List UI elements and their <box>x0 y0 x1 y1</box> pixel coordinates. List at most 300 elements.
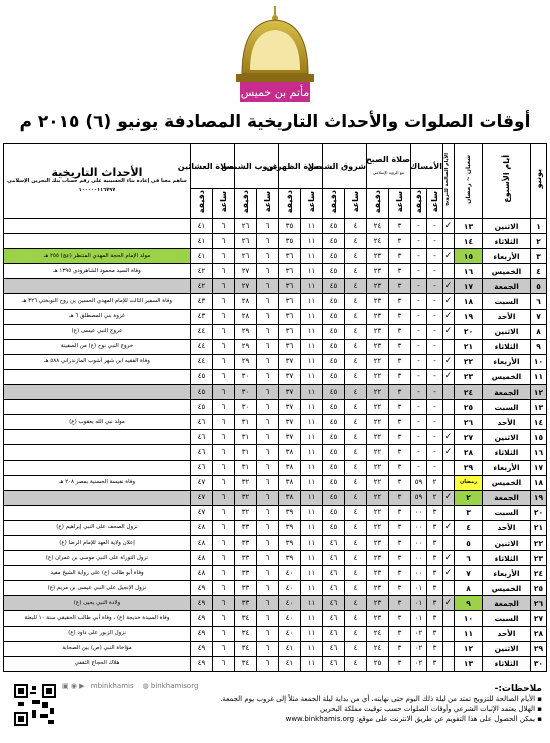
cell-sunset-hour: ٦ <box>256 611 278 626</box>
cell-imsak-hour: - <box>427 385 443 400</box>
cell-isha-minute: ٤٧ <box>190 475 212 490</box>
cell-event: نزول الزبور على داود (ع) <box>4 626 191 641</box>
cell-fajr-hour: ٣ <box>388 490 410 505</box>
cell-imsak-hour: ٣ <box>427 535 443 550</box>
cell-sunrise-hour: ٤ <box>344 445 366 460</box>
cell-imsak-hour: ٣ <box>427 581 443 596</box>
note-line-1: ▪ الأيام الصالحة للتزويج تمتد من ليلة ذلك اليوم حتى نهايته، أي من بداية ليلة الجمعة مثلاً إلى غروب يوم الجمعة. <box>220 695 542 703</box>
cell-isha-minute: ٤٤ <box>190 354 212 369</box>
cell-sunrise-minute: ٤٥ <box>322 279 344 294</box>
cell-dhuhr-hour: ١١ <box>300 234 322 249</box>
cell-sunset-minute: ٢٨ <box>234 294 256 309</box>
cell-imsak-minute: - <box>410 234 426 249</box>
cell-imsak-hour: - <box>427 339 443 354</box>
cell-isha-minute: ٤١ <box>190 234 212 249</box>
cell-sunrise-minute: ٤٦ <box>322 611 344 626</box>
cell-sunset-hour: ٦ <box>256 551 278 566</box>
cell-fajr-minute: ٢٣ <box>366 611 388 626</box>
page-title: أوقات الصلوات والأحداث التاريخية المصادفة يونيو (٦) ٢٠١٥ م <box>19 112 531 132</box>
cell-sunrise-hour: ٤ <box>344 354 366 369</box>
cell-date: ٢٦ <box>531 596 547 611</box>
cell-date: ٢٥ <box>531 581 547 596</box>
cell-isha-hour: ٦ <box>212 264 234 279</box>
cell-isha-minute: ٤٩ <box>190 596 212 611</box>
cell-weekday: الثلاثاء <box>483 445 531 460</box>
cell-valid-check: ✓ <box>443 324 455 339</box>
cell-sunset-hour: ٦ <box>256 505 278 520</box>
cell-dhuhr-hour: ١١ <box>300 641 322 656</box>
table-row <box>4 309 547 324</box>
cell-imsak-minute: - <box>410 279 426 294</box>
prayer-table-wrap <box>3 143 547 672</box>
cell-isha-minute: ٤٣ <box>190 309 212 324</box>
cell-sunset-hour: ٦ <box>256 626 278 641</box>
cell-sunrise-minute: ٤٥ <box>322 385 344 400</box>
cell-date: ٢٩ <box>531 641 547 656</box>
cell-sunrise-hour: ٤ <box>344 400 366 415</box>
cell-event <box>4 234 191 249</box>
cell-hijri: ٢٣ <box>455 369 483 384</box>
table-row <box>4 656 547 671</box>
cell-fajr-hour: ٣ <box>388 445 410 460</box>
cell-dhuhr-minute: ٣٩ <box>278 505 300 520</box>
cell-fajr-minute: ٢٢ <box>366 430 388 445</box>
cell-isha-minute: ٤٨ <box>190 520 212 535</box>
cell-imsak-minute: - <box>410 460 426 475</box>
cell-isha-hour: ٦ <box>212 324 234 339</box>
cell-sunrise-minute: ٤٥ <box>322 430 344 445</box>
cell-sunrise-minute: ٤٦ <box>322 535 344 550</box>
cell-valid-check: ✓ <box>443 551 455 566</box>
table-row <box>4 264 547 279</box>
cell-isha-hour: ٦ <box>212 460 234 475</box>
cell-weekday: الأربعاء <box>483 249 531 264</box>
cell-imsak-hour: ٣ <box>427 641 443 656</box>
cell-weekday: الأحد <box>483 309 531 324</box>
cell-event: وفاة السيدة خديجة (ع) ، وفاة أبي طالب الحقيقي سنة ١٠ للبعثة <box>4 611 191 626</box>
table-row <box>4 520 547 535</box>
cell-sunrise-hour: ٤ <box>344 566 366 581</box>
cell-imsak-hour: - <box>427 249 443 264</box>
cell-fajr-minute: ٢٢ <box>366 460 388 475</box>
cell-imsak-minute: ٠١ <box>410 581 426 596</box>
cell-sunset-minute: ٣٤ <box>234 641 256 656</box>
cell-date: ٨ <box>531 324 547 339</box>
cell-sunrise-minute: ٤٦ <box>322 656 344 671</box>
cell-sunset-minute: ٣٠ <box>234 385 256 400</box>
table-row <box>4 249 547 264</box>
cell-sunrise-hour: ٤ <box>344 505 366 520</box>
cell-valid-check: ✓ <box>443 369 455 384</box>
cell-sunrise-hour: ٤ <box>344 551 366 566</box>
cell-event <box>4 369 191 384</box>
cell-valid-check: ✓ <box>443 445 455 460</box>
cell-hijri: ١٧ <box>455 279 483 294</box>
cell-date: ٢٤ <box>531 566 547 581</box>
cell-date: ١٦ <box>531 445 547 460</box>
logo-text: مأتم بن خميس <box>240 86 310 99</box>
cell-event <box>4 279 191 294</box>
cell-isha-minute: ٤٦ <box>190 415 212 430</box>
cell-valid-check <box>443 475 455 490</box>
cell-event: وفاة السفير الثالث للإمام المهدي الحسين بن روح النوبختي ٣٢٦ هـ <box>4 294 191 309</box>
cell-event: وفاة الفقيه ابن شهر آشوب المازندراني ٥٨٨ هـ <box>4 354 191 369</box>
cell-valid-check: ✓ <box>443 309 455 324</box>
cell-dhuhr-hour: ١١ <box>300 264 322 279</box>
cell-hijri: ٧ <box>455 566 483 581</box>
cell-imsak-minute: - <box>410 415 426 430</box>
cell-weekday: الخميس <box>483 581 531 596</box>
cell-imsak-hour: - <box>427 324 443 339</box>
cell-fajr-hour: ٣ <box>388 339 410 354</box>
cell-imsak-hour: - <box>427 445 443 460</box>
cell-sunrise-hour: ٤ <box>344 596 366 611</box>
cell-imsak-hour: ٣ <box>427 505 443 520</box>
cell-weekday: الخميس <box>483 369 531 384</box>
cell-hijri: ٨ <box>455 581 483 596</box>
cell-event: غزوة بني المصطلق ٦ هـ <box>4 309 191 324</box>
cell-sunrise-minute: ٤٥ <box>322 264 344 279</box>
cell-sunset-hour: ٦ <box>256 400 278 415</box>
cell-weekday: الأحد <box>483 415 531 430</box>
cell-valid-check <box>443 234 455 249</box>
table-row <box>4 581 547 596</box>
cell-isha-minute: ٤٢ <box>190 279 212 294</box>
cell-sunrise-hour: ٤ <box>344 611 366 626</box>
cell-sunrise-minute: ٤٥ <box>322 369 344 384</box>
cell-imsak-minute: ٥٩ <box>410 490 426 505</box>
cell-hijri: ٥ <box>455 535 483 550</box>
cell-weekday: الاثنين <box>483 219 531 234</box>
cell-dhuhr-hour: ١١ <box>300 430 322 445</box>
table-row <box>4 551 547 566</box>
cell-fajr-hour: ٣ <box>388 369 410 384</box>
prayer-table-body <box>4 219 547 672</box>
cell-isha-hour: ٦ <box>212 234 234 249</box>
cell-dhuhr-hour: ١١ <box>300 445 322 460</box>
cell-event: ولادة النبي يحيى (ع) <box>4 596 191 611</box>
table-row <box>4 369 547 384</box>
cell-fajr-hour: ٣ <box>388 234 410 249</box>
cell-sunset-minute: ٢٨ <box>234 309 256 324</box>
cell-hijri: ١١ <box>455 626 483 641</box>
cell-fajr-hour: ٣ <box>388 475 410 490</box>
cell-dhuhr-minute: ٤١ <box>278 641 300 656</box>
cell-valid-check <box>443 264 455 279</box>
cell-weekday: الأربعاء <box>483 354 531 369</box>
cell-event: مولد الإمام الحجة المهدي المنتظر (عج) ٢٥٥ هـ <box>4 249 191 264</box>
cell-sunrise-hour: ٤ <box>344 535 366 550</box>
table-row <box>4 641 547 656</box>
cell-sunset-hour: ٦ <box>256 264 278 279</box>
cell-isha-hour: ٦ <box>212 520 234 535</box>
cell-sunrise-hour: ٤ <box>344 656 366 671</box>
cell-isha-hour: ٦ <box>212 294 234 309</box>
cell-valid-check <box>443 339 455 354</box>
cell-event: خروج النبي نوح (ع) من السفينة <box>4 339 191 354</box>
cell-dhuhr-hour: ١١ <box>300 611 322 626</box>
cell-sunrise-hour: ٤ <box>344 309 366 324</box>
cell-fajr-hour: ٣ <box>388 324 410 339</box>
cell-sunset-hour: ٦ <box>256 234 278 249</box>
cell-sunrise-minute: ٤٥ <box>322 249 344 264</box>
cell-date: ١٨ <box>531 475 547 490</box>
qr-code-icon <box>14 684 56 726</box>
cell-sunrise-hour: ٤ <box>344 234 366 249</box>
cell-dhuhr-hour: ١١ <box>300 566 322 581</box>
cell-sunrise-hour: ٤ <box>344 385 366 400</box>
cell-hijri: ١٩ <box>455 309 483 324</box>
cell-event: مولد نبي الله يعقوب (ع) <box>4 415 191 430</box>
cell-imsak-minute: - <box>410 309 426 324</box>
cell-isha-hour: ٦ <box>212 535 234 550</box>
cell-sunset-hour: ٦ <box>256 520 278 535</box>
cell-dhuhr-minute: ٣٨ <box>278 445 300 460</box>
cell-valid-check: ✓ <box>443 520 455 535</box>
cell-hijri: ٢٦ <box>455 415 483 430</box>
cell-valid-check <box>443 611 455 626</box>
cell-imsak-hour: - <box>427 415 443 430</box>
cell-event: وفاة السيد محمود الشاهرودي ١٣٩٥ هـ <box>4 264 191 279</box>
cell-isha-minute: ٤٢ <box>190 264 212 279</box>
cell-fajr-hour: ٣ <box>388 551 410 566</box>
col-events: الأحداث التاريخية ساهم معنا في إعادة بناء الحسينية على رقم حساب بنك البحرين الإسلامي ١٠٠٠٠٠١١٦٧٩٧ <box>4 144 191 219</box>
mosque-logo <box>222 4 328 112</box>
cell-weekday: السبت <box>483 294 531 309</box>
table-row <box>4 445 547 460</box>
cell-sunrise-minute: ٤٦ <box>322 581 344 596</box>
cell-sunset-minute: ٣٠ <box>234 400 256 415</box>
cell-hijri: ٢ <box>455 490 483 505</box>
cell-isha-hour: ٦ <box>212 369 234 384</box>
cell-isha-minute: ٤٤ <box>190 324 212 339</box>
cell-sunset-minute: ٢٦ <box>234 234 256 249</box>
cell-dhuhr-hour: ١١ <box>300 490 322 505</box>
cell-fajr-minute: ٢٣ <box>366 581 388 596</box>
cell-date: ٢٣ <box>531 551 547 566</box>
cell-isha-minute: ٤٦ <box>190 445 212 460</box>
cell-dhuhr-hour: ١١ <box>300 460 322 475</box>
cell-sunrise-minute: ٤٥ <box>322 294 344 309</box>
cell-sunrise-hour: ٤ <box>344 294 366 309</box>
cell-hijri: ١٨ <box>455 294 483 309</box>
cell-valid-check <box>443 505 455 520</box>
col-dhuhr: صلاة الظهرين <box>278 144 322 189</box>
cell-sunrise-hour: ٤ <box>344 415 366 430</box>
cell-fajr-hour: ٣ <box>388 641 410 656</box>
cell-sunset-hour: ٦ <box>256 641 278 656</box>
cell-isha-minute: ٤٥ <box>190 385 212 400</box>
cell-isha-minute: ٤٣ <box>190 294 212 309</box>
cell-sunrise-minute: ٤٥ <box>322 505 344 520</box>
cell-fajr-minute: ٢٤ <box>366 641 388 656</box>
cell-sunset-minute: ٣٣ <box>234 581 256 596</box>
cell-isha-hour: ٦ <box>212 566 234 581</box>
cell-imsak-hour: ٣ <box>427 626 443 641</box>
cell-sunset-minute: ٢٩ <box>234 354 256 369</box>
cell-dhuhr-minute: ٤٠ <box>278 626 300 641</box>
cell-hijri: ١٣ <box>455 219 483 234</box>
cell-dhuhr-hour: ١١ <box>300 400 322 415</box>
cell-isha-hour: ٦ <box>212 354 234 369</box>
cell-sunrise-minute: ٤٦ <box>322 551 344 566</box>
cell-sunset-minute: ٣٣ <box>234 596 256 611</box>
table-row <box>4 596 547 611</box>
cell-weekday: الاثنين <box>483 641 531 656</box>
cell-event: هلاك الحجاج الثقفي <box>4 656 191 671</box>
cell-imsak-hour: ٣ <box>427 596 443 611</box>
cell-date: ١٤ <box>531 415 547 430</box>
table-row <box>4 566 547 581</box>
cell-imsak-minute: ٥٩ <box>410 475 426 490</box>
cell-event: نزول الإنجيل على النبي عيسى بن مريم (ع) <box>4 581 191 596</box>
cell-event: وفاة أبو طالب (ع) على رواية الشيخ مفيد <box>4 566 191 581</box>
cell-dhuhr-minute: ٣٦ <box>278 339 300 354</box>
cell-sunset-hour: ٦ <box>256 430 278 445</box>
cell-sunset-minute: ٣٠ <box>234 369 256 384</box>
cell-sunrise-hour: ٤ <box>344 279 366 294</box>
cell-imsak-hour: - <box>427 309 443 324</box>
cell-sunset-minute: ٣٢ <box>234 505 256 520</box>
cell-isha-minute: ٤٧ <box>190 490 212 505</box>
cell-hijri: ١٢ <box>455 641 483 656</box>
col-month: يونيو <box>531 144 547 219</box>
cell-dhuhr-hour: ١١ <box>300 551 322 566</box>
cell-sunset-minute: ٣١ <box>234 415 256 430</box>
cell-fajr-minute: ٢٢ <box>366 520 388 535</box>
cell-isha-hour: ٦ <box>212 339 234 354</box>
cell-isha-hour: ٦ <box>212 490 234 505</box>
cell-fajr-hour: ٣ <box>388 400 410 415</box>
cell-sunset-hour: ٦ <box>256 309 278 324</box>
cell-date: ٢ <box>531 234 547 249</box>
cell-isha-hour: ٦ <box>212 475 234 490</box>
cell-sunrise-hour: ٤ <box>344 490 366 505</box>
cell-sunset-hour: ٦ <box>256 385 278 400</box>
cell-dhuhr-minute: ٤٠ <box>278 611 300 626</box>
prayer-times-table: يونيو أيام الأسبوع شعبان ~ رمضان الأيام الصالحة للتزويج الأمساك صلاة الصبح مع الرؤية الإسلامي شروق الشمس صلاة الظهرين غروب الشمس صلاة العشائين الأحداث التاريخية ساهم معنا في إعادة بناء الحسينية على رقم حساب بنك البحرين الإسلامي ١٠٠٠٠٠١١٦٧٩٧ ساعة دقيقة ساعة دقيقة ساعة دقيقة ساعة دقيقة ساعة دقيقة ساعة دقيقة ١ الاثنين ١٣ ✓ - - ٣ ٢٤ ٤ ٤٥ ١١ ٣٥ ٦ ٢٦ ٦ ٤١ ٢ الثلاثاء ١٤ - - ٣ ٢٤ ٤ ٤٥ ١١ ٣٥ ٦ ٢٦ ٦ ٤١ ٣ الأربعاء ١٥ ✓ - - ٣ ٢٣ ٤ ٤٥ ١١ ٣٦ ٦ ٢٦ ٦ ٤١ مولد الإمام الحجة المهدي المنتظر (عج) ٢٥٥ هـ ٤ الخميس ١٦ - - ٣ ٢٣ ٤ ٤٥ ١١ ٣٦ ٦ ٢٧ ٦ ٤٢ وفاة السيد محمود الشاهرودي ١٣٩٥ هـ ٥ الجمعة ١٧ ✓ - - ٣ ٢٣ ٤ ٤٥ ١١ ٣٦ ٦ ٢٧ ٦ ٤٢ ٦ السبت ١٨ ✓ - - ٣ ٢٣ ٤ ٤٥ ١١ ٣٦ ٦ ٢٨ ٦ ٤٣ وفاة السفير الثالث للإمام المهدي الحسين بن روح النوبختي ٣٢٦ هـ ٧ الأحد ١٩ ✓ - - ٣ ٢٣ ٤ ٤٥ ١١ ٣٦ ٦ ٢٨ ٦ ٤٣ غزوة بني المصطلق ٦ هـ ٨ الاثنين ٢٠ ✓ - - ٣ ٢٣ ٤ ٤٥ ١١ ٣٦ ٦ ٢٩ ٦ ٤٤ عروج النبي عيسى (ع) ٩ الثلاثاء ٢١ - - ٣ ٢٣ ٤ ٤٥ ١١ ٣٦ ٦ ٢٩ ٦ ٤٤ خروج النبي نوح (ع) من السفينة ١٠ الأربعاء ٢٢ ✓ - - ٣ ٢٢ ٤ ٤٥ ١١ ٣٧ ٦ ٢٩ ٦ ٤٤ وفاة الفقيه ابن شهر آشوب المازندراني ٥٨٨ هـ ١١ الخميس ٢٣ ✓ - - ٣ ٢٢ ٤ ٤٥ ١١ ٣٧ ٦ ٣٠ ٦ ٤٥ ١٢ الجمعة ٢٤ - - ٣ ٢٢ ٤ ٤٥ ١١ ٣٧ ٦ ٣٠ ٦ ٤٥ ١٣ السبت ٢٥ - - ٣ ٢٢ ٤ ٤٥ ١١ ٣٧ ٦ ٣٠ ٦ ٤٥ ١٤ الأحد ٢٦ - - ٣ ٢٢ ٤ ٤٥ ١١ ٣٧ ٦ ٣١ ٦ ٤٦ مولد نبي الله يعقوب (ع) ١٥ الاثنين ٢٧ ✓ - - ٣ ٢٢ ٤ ٤٥ ١١ ٣٧ ٦ ٣١ ٦ ٤٦ ١٦ الثلاثاء ٢٨ ✓ - - ٣ ٢٢ ٤ ٤٥ ١١ ٣٨ ٦ ٣١ ٦ ٤٦ ١٧ الأربعاء ٢٩ - - ٣ ٢٢ ٤ ٤٥ ١١ ٣٨ ٦ ٣١ ٦ ٤٦ ١٨ الخميس رمضان ٢ ٥٩ ٣ ٢٢ ٤ ٤٥ ١١ ٣٨ ٦ ٣٢ ٦ ٤٧ وفاة نفيسة الحسنية بمصر ٢٠٨ هـ ١٩ الجمعة ٢ ✓ ٢ ٥٩ ٣ ٢٢ ٤ ٤٥ ١١ ٣٨ ٦ ٣٢ ٦ ٤٧ ٢٠ السبت ٣ ٣ ٠٠ ٣ ٢٢ ٤ ٤٥ ١١ ٣٩ ٦ ٣٢ ٦ ٤٧ ٢١ الأحد ٤ ✓ ٣ ٠٠ ٣ ٢٢ ٤ ٤٥ ١١ ٣٩ ٦ ٣٣ ٦ ٤٨ نزول الصحف على النبي إبراهيم (ع) ٢٢ الاثنين ٥ ٣ ٠٠ ٣ ٢٣ ٤ ٤٦ ١١ ٣٩ ٦ ٣٣ ٦ ٤٨ إعلان ولاية العهد للإمام الرضا (ع) ٢٣ الثلاثاء ٦ ✓ ٣ ٠٠ ٣ ٢٣ ٤ ٤٦ ١١ ٣٩ ٦ ٣٣ ٦ ٤٨ نزول التوراة على النبي موسى بن عمران (ع) ٢٤ الأربعاء ٧ ✓ ٣ ٠٠ ٣ ٢٣ ٤ ٤٦ ١١ ٤٠ ٦ ٣٣ ٦ ٤٨ وفاة أبو طالب (ع) على رواية الشيخ مفيد ٢٥ الخميس ٨ ٣ ٠١ ٣ ٢٣ ٤ ٤٦ ١١ ٤٠ ٦ ٣٣ ٦ ٤٩ نزول الإنجيل على النبي عيسى بن مريم (ع) ٢٦ الجمعة ٩ ✓ ٣ ٠١ ٣ ٢٣ ٤ ٤٦ ١١ ٤٠ ٦ ٣٣ ٦ ٤٩ ولادة النبي يحيى (ع) ٢٧ السبت ١٠ ٣ ٠١ ٣ ٢٣ ٤ ٤٦ ١١ ٤٠ ٦ ٣٤ ٦ ٤٩ وفاة السيدة خديجة (ع) ، وفاة أبي طالب الحقيقي سنة ١٠ للبعثة ٢٨ الأحد ١١ ٣ ٠٢ ٣ ٢٤ ٤ ٤٦ ١١ ٤٠ ٦ ٣٤ ٦ ٤٩ نزول الزبور على داود (ع) ٢٩ الاثنين ١٢ ٣ ٠٢ ٣ ٢٤ ٤ ٤٦ ١١ ٤١ ٦ ٣٤ ٦ ٤٩ مؤاخاة النبي (ص) بين الصحابة ٣٠ الثلاثاء ١٣ ٣ ٠٢ ٣ ٢٥ ٤ ٤٦ ١١ ٤١ ٦ ٣٤ ٦ ٤٩ هلاك الحجاج الثقفي <box>3 143 547 672</box>
cell-hijri: ٢٠ <box>455 324 483 339</box>
cell-imsak-hour: - <box>427 264 443 279</box>
cell-hijri: ٢٤ <box>455 385 483 400</box>
cell-weekday: السبت <box>483 611 531 626</box>
cell-dhuhr-minute: ٣٧ <box>278 430 300 445</box>
col-valid-days: الأيام الصالحة للتزويج <box>443 144 455 219</box>
cell-fajr-minute: ٢٢ <box>366 475 388 490</box>
cell-imsak-hour: - <box>427 219 443 234</box>
cell-dhuhr-hour: ١١ <box>300 626 322 641</box>
cell-fajr-minute: ٢٣ <box>366 566 388 581</box>
cell-dhuhr-minute: ٣٧ <box>278 400 300 415</box>
cell-event <box>4 400 191 415</box>
cell-imsak-hour: ٣ <box>427 551 443 566</box>
cell-sunset-hour: ٦ <box>256 656 278 671</box>
cell-weekday: الثلاثاء <box>483 551 531 566</box>
cell-hijri: ٢٥ <box>455 400 483 415</box>
col-weekday: أيام الأسبوع <box>483 144 531 219</box>
cell-imsak-minute: ٠٠ <box>410 520 426 535</box>
cell-fajr-hour: ٣ <box>388 505 410 520</box>
cell-isha-minute: ٤٧ <box>190 505 212 520</box>
cell-valid-check: ✓ <box>443 219 455 234</box>
cell-fajr-minute: ٢٤ <box>366 234 388 249</box>
social-icons: ▣ ◉ ▶ <box>62 682 85 690</box>
cell-fajr-hour: ٣ <box>388 520 410 535</box>
cell-event <box>4 490 191 505</box>
cell-weekday: الجمعة <box>483 490 531 505</box>
cell-fajr-minute: ٢٣ <box>366 264 388 279</box>
cell-sunset-hour: ٦ <box>256 535 278 550</box>
cell-sunrise-hour: ٤ <box>344 339 366 354</box>
cell-fajr-minute: ٢٢ <box>366 490 388 505</box>
cell-sunset-hour: ٦ <box>256 354 278 369</box>
col-fajr: صلاة الصبح مع الرؤية الإسلامي <box>366 144 410 189</box>
cell-sunset-minute: ٣٣ <box>234 566 256 581</box>
cell-weekday: الثلاثاء <box>483 339 531 354</box>
cell-date: ٢٠ <box>531 505 547 520</box>
cell-imsak-hour: ٢ <box>427 490 443 505</box>
cell-fajr-minute: ٢٣ <box>366 324 388 339</box>
cell-isha-hour: ٦ <box>212 656 234 671</box>
table-row <box>4 294 547 309</box>
cell-date: ٢١ <box>531 520 547 535</box>
cell-isha-minute: ٤١ <box>190 249 212 264</box>
cell-fajr-minute: ٢٣ <box>366 294 388 309</box>
cell-imsak-hour: ٣ <box>427 611 443 626</box>
table-row <box>4 339 547 354</box>
cell-sunset-hour: ٦ <box>256 369 278 384</box>
cell-sunset-minute: ٣٣ <box>234 535 256 550</box>
cell-hijri: ٦ <box>455 551 483 566</box>
table-row <box>4 460 547 475</box>
cell-sunrise-minute: ٤٥ <box>322 219 344 234</box>
globe-icon: ◍ <box>142 682 149 690</box>
cell-event <box>4 385 191 400</box>
table-row <box>4 535 547 550</box>
cell-dhuhr-minute: ٣٧ <box>278 369 300 384</box>
cell-sunset-minute: ٣٣ <box>234 551 256 566</box>
cell-dhuhr-minute: ٣٦ <box>278 279 300 294</box>
cell-dhuhr-minute: ٣٥ <box>278 234 300 249</box>
cell-sunset-hour: ٦ <box>256 294 278 309</box>
cell-valid-check: ✓ <box>443 566 455 581</box>
col-hijri: شعبان ~ رمضان <box>455 144 483 219</box>
cell-imsak-minute: ٠١ <box>410 611 426 626</box>
cell-date: ١١ <box>531 369 547 384</box>
cell-isha-hour: ٦ <box>212 581 234 596</box>
cell-imsak-minute: - <box>410 219 426 234</box>
cell-sunset-minute: ٣٤ <box>234 656 256 671</box>
cell-sunset-minute: ٢٦ <box>234 219 256 234</box>
cell-hijri: ١٤ <box>455 234 483 249</box>
social-handle: mbinkhamis <box>90 682 134 690</box>
cell-imsak-hour: - <box>427 460 443 475</box>
cell-weekday: الجمعة <box>483 385 531 400</box>
cell-fajr-minute: ٢٣ <box>366 279 388 294</box>
cell-sunset-hour: ٦ <box>256 339 278 354</box>
cell-date: ٥ <box>531 279 547 294</box>
cell-hijri: ٩ <box>455 596 483 611</box>
cell-sunrise-minute: ٤٥ <box>322 460 344 475</box>
cell-date: ٧ <box>531 309 547 324</box>
cell-weekday: السبت <box>483 505 531 520</box>
cell-dhuhr-hour: ١١ <box>300 385 322 400</box>
cell-sunset-hour: ٦ <box>256 475 278 490</box>
cell-weekday: الجمعة <box>483 279 531 294</box>
cell-sunrise-minute: ٤٦ <box>322 566 344 581</box>
cell-isha-minute: ٤٨ <box>190 535 212 550</box>
cell-hijri: ٢٨ <box>455 445 483 460</box>
